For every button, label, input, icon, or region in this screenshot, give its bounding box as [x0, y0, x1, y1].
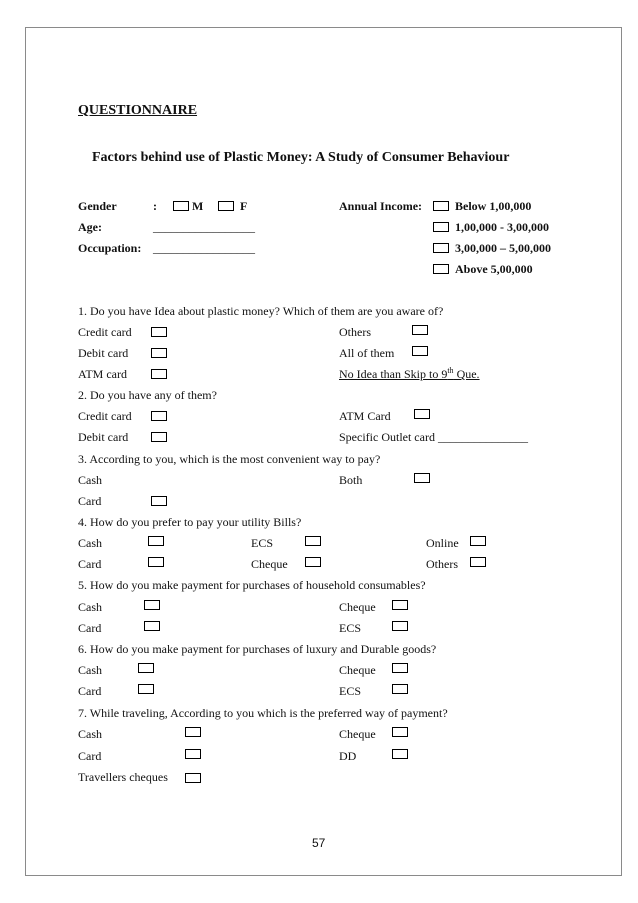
q4-online-label: Online — [426, 536, 459, 550]
q7-travellers-checkbox[interactable] — [185, 773, 201, 783]
gender-male-label: M — [192, 199, 204, 213]
q7-travellers-label: Travellers cheques — [78, 770, 168, 784]
income-label: Annual Income: — [339, 199, 423, 213]
gender-label: Gender — [78, 199, 117, 213]
q1-no-idea-label: No Idea than Skip to 9th Que. — [339, 366, 480, 381]
q6-card-checkbox[interactable] — [138, 684, 154, 694]
q6-cheque-label: Cheque — [339, 663, 376, 677]
q7-cheque-label: Cheque — [339, 727, 376, 741]
q1-others-label: Others — [339, 325, 371, 339]
age-label: Age: — [78, 220, 102, 234]
q5-card-label: Card — [78, 621, 102, 635]
q2-credit-checkbox[interactable] — [151, 411, 167, 421]
q7-card-label: Card — [78, 749, 102, 763]
occupation-label: Occupation: — [78, 241, 142, 255]
q2-atm-checkbox[interactable] — [414, 409, 430, 419]
q1-debit-checkbox[interactable] — [151, 348, 167, 358]
income-checkbox-4[interactable] — [433, 264, 449, 274]
q5-cheque-label: Cheque — [339, 600, 376, 614]
q7-cash-checkbox[interactable] — [185, 727, 201, 737]
occupation-field[interactable]: _________________ — [153, 241, 255, 255]
q4-ecs-label: ECS — [251, 536, 274, 550]
gender-male-checkbox[interactable] — [173, 201, 189, 211]
q5-cheque-checkbox[interactable] — [392, 600, 408, 610]
income-option-2: 1,00,000 - 3,00,000 — [455, 220, 549, 234]
q2-credit-label: Credit card — [78, 409, 132, 423]
q3-card-checkbox[interactable] — [151, 496, 167, 506]
q6-question: 6. How do you make payment for purchases of luxury and Durable goods? — [78, 642, 437, 656]
q1-credit-label: Credit card — [78, 325, 132, 339]
q5-cash-checkbox[interactable] — [144, 600, 160, 610]
q4-others-label: Others — [426, 557, 458, 571]
q4-online-checkbox[interactable] — [470, 536, 486, 546]
q6-cash-label: Cash — [78, 663, 102, 677]
q6-card-label: Card — [78, 684, 102, 698]
q1-atm-checkbox[interactable] — [151, 369, 167, 379]
q4-ecs-checkbox[interactable] — [305, 536, 321, 546]
q1-all-label: All of them — [339, 346, 395, 360]
q6-cheque-checkbox[interactable] — [392, 663, 408, 673]
q2-atm-label: ATM Card — [339, 409, 391, 423]
gender-female-label: F — [240, 199, 248, 213]
q5-cash-label: Cash — [78, 600, 102, 614]
income-checkbox-3[interactable] — [433, 243, 449, 253]
q4-cheque-label: Cheque — [251, 557, 288, 571]
q1-debit-label: Debit card — [78, 346, 129, 360]
q1-credit-checkbox[interactable] — [151, 327, 167, 337]
q6-ecs-label: ECS — [339, 684, 362, 698]
q3-card-label: Card — [78, 494, 102, 508]
q6-ecs-checkbox[interactable] — [392, 684, 408, 694]
q3-both-checkbox[interactable] — [414, 473, 430, 483]
q2-question: 2. Do you have any of them? — [78, 388, 217, 402]
gender-female-checkbox[interactable] — [218, 201, 234, 211]
q7-cheque-checkbox[interactable] — [392, 727, 408, 737]
q6-cash-checkbox[interactable] — [138, 663, 154, 673]
age-field[interactable]: _________________ — [153, 220, 255, 234]
income-option-1: Below 1,00,000 — [455, 199, 532, 213]
q3-question: 3. According to you, which is the most convenient way to pay? — [78, 452, 381, 466]
q7-card-checkbox[interactable] — [185, 749, 201, 759]
q1-all-checkbox[interactable] — [412, 346, 428, 356]
page-number: 57 — [312, 836, 326, 850]
gender-colon: : — [153, 199, 157, 213]
q1-question: 1. Do you have Idea about plastic money? Which of them are you aware of? — [78, 304, 444, 318]
q1-others-checkbox[interactable] — [412, 325, 428, 335]
q5-card-checkbox[interactable] — [144, 621, 160, 631]
q4-card-checkbox[interactable] — [148, 557, 164, 567]
q7-cash-label: Cash — [78, 727, 102, 741]
income-checkbox-2[interactable] — [433, 222, 449, 232]
income-checkbox-1[interactable] — [433, 201, 449, 211]
q4-cheque-checkbox[interactable] — [305, 557, 321, 567]
q5-question: 5. How do you make payment for purchases of household consumables? — [78, 578, 426, 592]
q4-question: 4. How do you prefer to pay your utility Bills? — [78, 515, 302, 529]
q2-outlet-label[interactable]: Specific Outlet card _______________ — [339, 430, 528, 444]
q4-cash-checkbox[interactable] — [148, 536, 164, 546]
q3-both-label: Both — [339, 473, 363, 487]
q1-atm-label: ATM card — [78, 367, 127, 381]
q5-ecs-label: ECS — [339, 621, 362, 635]
q3-cash-label: Cash — [78, 473, 102, 487]
q4-card-label: Card — [78, 557, 102, 571]
q7-dd-checkbox[interactable] — [392, 749, 408, 759]
income-option-3: 3,00,000 – 5,00,000 — [455, 241, 551, 255]
q2-debit-label: Debit card — [78, 430, 129, 444]
q4-cash-label: Cash — [78, 536, 102, 550]
q5-ecs-checkbox[interactable] — [392, 621, 408, 631]
q7-question: 7. While traveling, According to you which is the preferred way of payment? — [78, 706, 448, 720]
q2-debit-checkbox[interactable] — [151, 432, 167, 442]
page-subtitle: Factors behind use of Plastic Money: A Study of Consumer Behaviour — [92, 150, 510, 165]
q4-others-checkbox[interactable] — [470, 557, 486, 567]
income-option-4: Above 5,00,000 — [455, 262, 533, 276]
page-title: QUESTIONNAIRE — [78, 103, 198, 118]
q7-dd-label: DD — [339, 749, 357, 763]
